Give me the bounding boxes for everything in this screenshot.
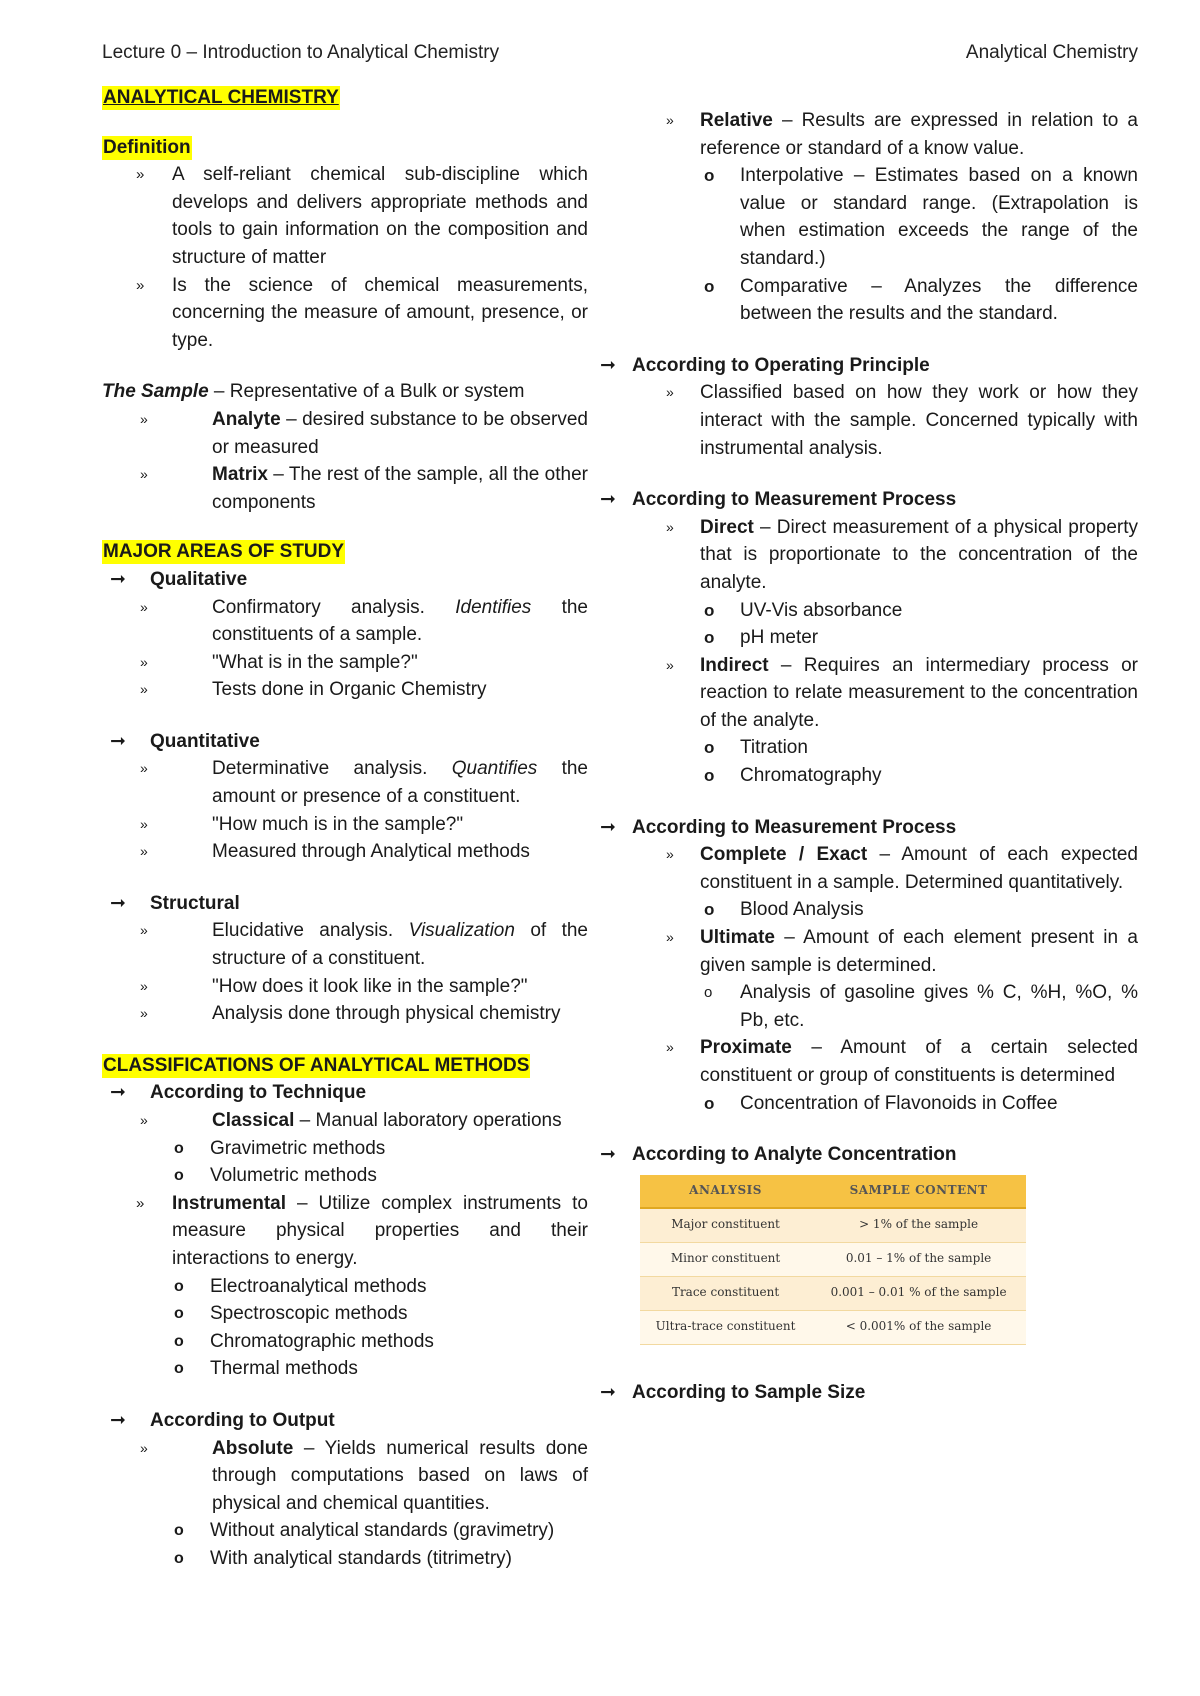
bullet-icon: » <box>136 1194 145 1212</box>
header-right: Analytical Chemistry <box>965 42 1138 63</box>
circle-bullet-icon: o <box>174 1549 184 1567</box>
list-item: » Relative – Results are expressed in relation to a reference or standard of a know value. <box>664 107 1138 162</box>
header-left: Lecture 0 – Introduction to Analytical Chemistry <box>102 42 500 63</box>
list-item: » Confirmatory analysis. Identifies the constituents of a sample. <box>102 594 588 649</box>
operating-principle-heading: ➞ According to Operating Principle <box>624 352 1138 380</box>
circle-bullet-icon: o <box>174 1277 184 1295</box>
list-item: » Is the science of chemical measurements, concerning the measure of amount, presence, or type. <box>102 272 588 355</box>
sub-item: o Volumetric methods <box>102 1162 588 1190</box>
structural-heading: ➞ Structural <box>102 890 588 918</box>
sub-item: o Blood Analysis <box>664 896 1138 924</box>
list-item: » Elucidative analysis. Visualization of the structure of a constituent. <box>102 917 588 972</box>
table-row: Minor constituent 0.01 – 1% of the sample <box>640 1242 1026 1276</box>
table-row: Trace constituent 0.001 – 0.01 % of the sample <box>640 1276 1026 1310</box>
list-item: » Direct – Direct measurement of a physical property that is proportionate to the concentration of the analyte. <box>664 514 1138 597</box>
arrow-icon: ➞ <box>600 489 616 511</box>
sub-item: o Thermal methods <box>102 1355 588 1383</box>
arrow-icon: ➞ <box>110 730 126 752</box>
definition-heading: Definition <box>103 136 191 158</box>
analyte-concentration-heading: ➞ According to Analyte Concentration <box>624 1141 1138 1169</box>
arrow-icon: ➞ <box>110 892 126 914</box>
bullet-icon: » <box>136 276 145 294</box>
circle-bullet-icon: o <box>174 1522 184 1540</box>
major-areas-heading: MAJOR AREAS OF STUDY <box>103 541 345 563</box>
sub-item: o Concentration of Flavonoids in Coffee <box>664 1090 1138 1118</box>
sub-item: o Gravimetric methods <box>102 1135 588 1163</box>
list-item: » Analyte – desired substance to be observed or measured <box>102 406 588 461</box>
list-item: » Analysis done through physical chemistry <box>102 1000 588 1028</box>
sub-item: o Electroanalytical methods <box>102 1273 588 1301</box>
list-item: » Tests done in Organic Chemistry <box>102 676 588 704</box>
right-column <box>600 107 1138 1406</box>
circle-bullet-icon: o <box>174 1139 184 1157</box>
sub-item: o UV-Vis absorbance <box>664 597 1138 625</box>
table-header: ANALYSIS <box>640 1175 811 1208</box>
arrow-icon: ➞ <box>600 816 616 838</box>
left-column <box>102 84 588 1573</box>
table-row: Major constituent > 1% of the sample <box>640 1208 1026 1243</box>
measurement-heading-2: ➞ According to Measurement Process <box>624 814 1138 842</box>
arrow-icon: ➞ <box>600 354 616 376</box>
sub-item: o Without analytical standards (gravimetry) <box>102 1517 588 1545</box>
concentration-table <box>640 1175 1026 1345</box>
list-item: » Classical – Manual laboratory operations <box>102 1107 588 1135</box>
bullet-icon: » <box>140 1005 148 1022</box>
quantitative-heading: ➞ Quantitative <box>102 728 588 756</box>
bullet-icon: » <box>140 653 148 670</box>
list-item: » Instrumental – Utilize complex instruments to measure physical properties and their interactions to energy. <box>102 1190 588 1273</box>
list-item: » Measured through Analytical methods <box>102 838 588 866</box>
technique-heading: ➞ According to Technique <box>102 1079 588 1107</box>
bullet-icon: » <box>666 384 674 401</box>
bullet-icon: » <box>140 466 148 483</box>
sample-size-heading: ➞ According to Sample Size <box>624 1379 1138 1407</box>
table-header: SAMPLE CONTENT <box>811 1175 1026 1208</box>
circle-bullet-icon: o <box>704 276 715 296</box>
list-item: » Proximate – Amount of a certain selected constituent or group of constituents is determined <box>664 1034 1138 1089</box>
sub-item: o Spectroscopic methods <box>102 1300 588 1328</box>
circle-bullet-icon: o <box>704 1093 715 1113</box>
list-item: » "How does it look like in the sample?" <box>102 973 588 1001</box>
sample-line: The Sample – Representative of a Bulk or system <box>102 381 525 403</box>
list-item: » "What is in the sample?" <box>102 649 588 677</box>
qualitative-heading: ➞ Qualitative <box>102 566 588 594</box>
bullet-icon: » <box>140 977 148 994</box>
list-item: » Determinative analysis. Quantifies the amount or presence of a constituent. <box>102 755 588 810</box>
circle-bullet-icon: o <box>704 166 715 186</box>
table-row: Ultra-trace constituent < 0.001% of the sample <box>640 1310 1026 1344</box>
list-item: » Absolute – Yields numerical results done through computations based on laws of physical and chemical quantities. <box>102 1435 588 1518</box>
doc-title: ANALYTICAL CHEMISTRY <box>103 87 339 108</box>
circle-bullet-icon: o <box>704 738 715 758</box>
circle-bullet-icon: o <box>704 984 713 1002</box>
bullet-icon: » <box>140 815 148 832</box>
bullet-icon: » <box>140 681 148 698</box>
arrow-icon: ➞ <box>110 1409 126 1431</box>
bullet-icon: » <box>666 518 674 535</box>
sub-item: o Interpolative – Estimates based on a known value or standard range. (Extrapolation is when estimation exceeds the range of the standard.) <box>664 162 1138 272</box>
sub-item: o With analytical standards (titrimetry) <box>102 1545 588 1573</box>
bullet-icon: » <box>140 410 148 427</box>
bullet-icon: » <box>666 112 674 128</box>
classifications-heading: CLASSIFICATIONS OF ANALYTICAL METHODS <box>103 1054 530 1076</box>
sub-item: o Chromatographic methods <box>102 1328 588 1356</box>
list-item: » Complete / Exact – Amount of each expected constituent in a sample. Determined quantitatively. <box>664 841 1138 896</box>
arrow-icon: ➞ <box>600 1381 616 1403</box>
bullet-icon: » <box>140 1439 148 1456</box>
circle-bullet-icon: o <box>174 1332 184 1350</box>
circle-bullet-icon: o <box>704 900 715 920</box>
list-item: » Indirect – Requires an intermediary process or reaction to relate measurement to the concentration of the analyte. <box>664 652 1138 735</box>
sub-item: o Analysis of gasoline gives % C, %H, %O, % Pb, etc. <box>664 979 1138 1034</box>
list-item: » Ultimate – Amount of each element present in a given sample is determined. <box>664 924 1138 979</box>
list-item: » A self-reliant chemical sub-discipline which develops and delivers appropriate methods and tools to gain information on the composition and structure of matter <box>102 161 588 271</box>
list-item: » Classified based on how they work or how they interact with the sample. Concerned typically with instrumental analysis. <box>664 379 1138 462</box>
bullet-icon: » <box>666 1039 674 1056</box>
measurement-heading: ➞ According to Measurement Process <box>624 486 1138 514</box>
list-item: » Matrix – The rest of the sample, all the other components <box>102 461 588 516</box>
circle-bullet-icon: o <box>704 766 715 786</box>
arrow-icon: ➞ <box>110 568 126 590</box>
circle-bullet-icon: o <box>704 600 715 620</box>
bullet-icon: » <box>666 656 674 673</box>
bullet-icon: » <box>666 929 674 946</box>
bullet-icon: » <box>140 1112 148 1128</box>
list-item: » "How much is in the sample?" <box>102 811 588 839</box>
circle-bullet-icon: o <box>174 1167 184 1185</box>
sub-item: o Chromatography <box>664 762 1138 790</box>
bullet-icon: » <box>140 843 148 860</box>
arrow-icon: ➞ <box>110 1082 126 1104</box>
sub-item: o pH meter <box>664 624 1138 652</box>
arrow-icon: ➞ <box>600 1144 616 1166</box>
circle-bullet-icon: o <box>704 628 715 648</box>
sub-item: o Comparative – Analyzes the difference between the results and the standard. <box>664 273 1138 328</box>
bullet-icon: » <box>140 760 148 777</box>
bullet-icon: » <box>136 166 145 184</box>
sub-item: o Titration <box>664 734 1138 762</box>
bullet-icon: » <box>140 922 148 939</box>
circle-bullet-icon: o <box>174 1305 184 1323</box>
circle-bullet-icon: o <box>174 1360 184 1378</box>
bullet-icon: » <box>666 846 674 863</box>
bullet-icon: » <box>140 598 148 615</box>
output-heading: ➞ According to Output <box>102 1407 588 1435</box>
